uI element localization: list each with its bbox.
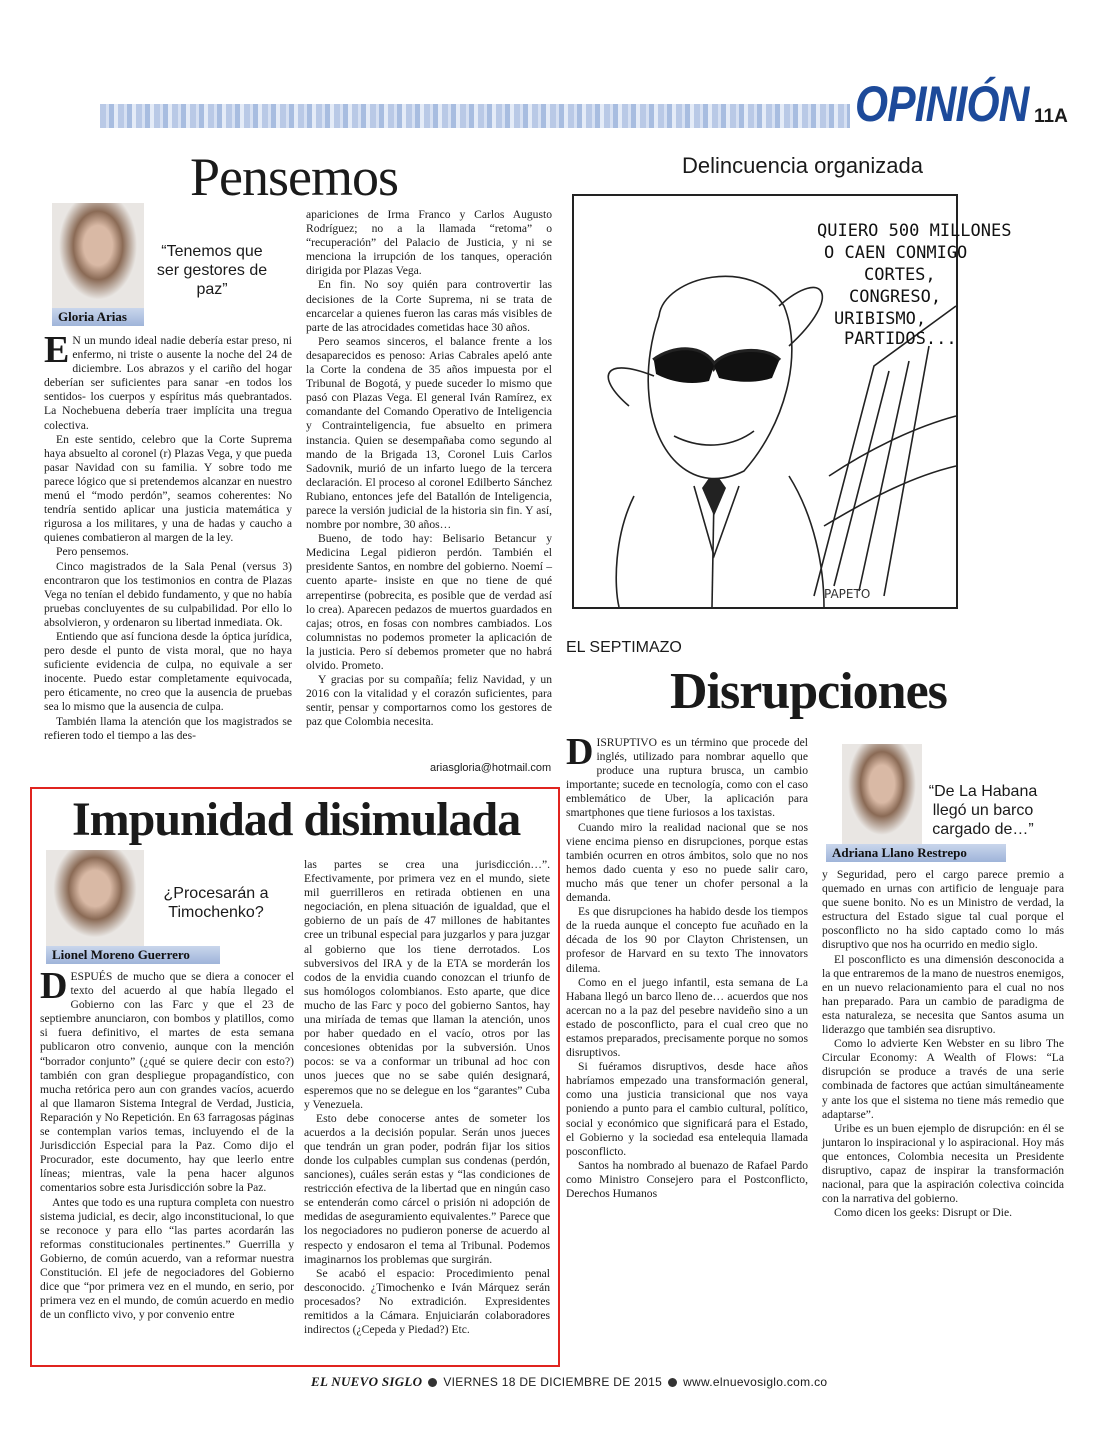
section-title: OPINIÓN <box>855 76 1029 132</box>
disrupciones-column-2: y Seguridad, pero el cargo parece premio a quemado en urnas con artificio de lenguaje para que suene bonito. No es un Ministro de verdad, la estructura del Estado sigue tal cual porque el posconflicto no ha sido captado como lo más disruptivo que nos ha ocurrido en medio siglo. El posconflicto es una dimensión desconocida a la que entraremos de la mano de nuestros enemigos, en un nuevo relacionamiento para el cual no nos han preparado. Para un cambio de paradigma de esta naturaleza, se necesita que Santos asuma un liderazgo que también sea disruptivo. Como lo advierte Ken Webster en su libro The Circular Economy: A Wealth of Flows: “La disrupción se produce a través de una serie combinada de factores que actúan simultáneamente y ante los que el sistema no tiene más remedio que adaptarse”. Uribe es un buen ejemplo de disrupción: en él se juntaron lo inspiracional y lo aspiracional. Hoy más que entonces, Colombia necesita un Presidente disruptivo, capaz de inspirar la transformación nacional, para que la aspiración colectiva coincida con la narrativa del gobierno. Como dicen los geeks: Disrupt or Die. <box>822 868 1064 1220</box>
disrupciones-title: Disrupciones <box>670 663 947 720</box>
editorial-cartoon <box>572 194 1012 609</box>
author-email: ariasgloria@hotmail.com <box>430 762 552 774</box>
speech-line: URIBISMO, <box>834 309 927 329</box>
impunidad-quote: ¿Procesarán a Timochenko? <box>163 885 269 921</box>
disrupciones-byline: Adriana Llano Restrepo <box>826 844 1006 862</box>
cartoon-title: Delincuencia organizada <box>682 153 923 178</box>
pensemos-quote: “Tenemos que ser gestores de paz” <box>156 243 268 298</box>
speech-line: CONGRESO, <box>849 287 942 307</box>
pensemos-title: Pensemos <box>190 147 398 207</box>
impunidad-title: Impunidad disimulada <box>72 793 521 846</box>
column-kicker: EL SEPTIMAZO <box>566 639 682 656</box>
drop-cap: D <box>40 965 68 1007</box>
separator-dot <box>668 1378 677 1387</box>
impunidad-column-1: D ESPUÉS de mucho que se diera a conocer el texto del acuerdo al que había llegado el Gobierno con las Farc y que el 23 de septiembre anunciaron, con bombos y platillos, como si fuera definitivo, el martes de esta semana publicaron otro convenio, aunque con la mención “borrador conjunto” (¿qué se quiere decir con esto?) también con gran despliegue propagandístico, con mucha retórica pero aun con grandes vacíos, acuerdo al que llamaron Sistema Integral de Verdad, Justicia, Reparación y No Repetición. En 63 farragosas páginas se contemplan varios temas, incluyendo el de la Jurisdicción Especial para la Paz. Como dijo el Procurador, este documento, hay que leerlo entre líneas; mientras, vale la pena hacer algunos comentarios sobre esta Jurisdicción sobre la Paz. Antes que todo es una ruptura completa con nuestro sistema judicial, es decir, algo inconstitucional, lo que se reconoce y para ello “las partes acordarán las reformas constitucionales pertinentes.” Guerrilla y Gobierno, de común acuerdo, van a reformar nuestra Constitución. El jefe de negociadores del Gobierno dice que “por primera vez en el mundo, en serio, por primera vez en el mundo, de común acuerdo en medio de un conflicto vivo, y por convenio entre <box>40 965 294 1322</box>
lionel-moreno-photo <box>46 850 144 946</box>
cartoonist-signature: PAPETO <box>824 587 871 601</box>
pensemos-byline: Gloria Arias <box>52 308 144 326</box>
separator-dot <box>428 1378 437 1387</box>
disrupciones-column-1: D ISRUPTIVO es un término que procede del inglés, utilizado para nombrar aquello que produce una ruptura brusca, un cambio importante; sucede en tecnología, como con el caso emblemático de Uber, la aplicación para smartphones que tiene furiosos a los taxistas. Cuando miro la realidad nacional que se nos viene encima pienso en disrupciones, porque estas también ocurren en otros ámbitos, solo que no nos hemos dado cuenta y eso no puede salir caro, mucho más que tener un chofer personal a la demanda. Es que disrupciones ha habido desde los tiempos de la rueda aunque el concepto fue acuñado en la década de los 90 por Clayton Christensen, un profesor de Harvard en su texto The innovators dilema. Como en el juego infantil, esta semana de La Habana llegó un barco lleno de… acuerdos que nos acercan no a la paz del pesebre navideño sino a un estado de posconflicto, para el cual creo que no estamos preparados, precisamente porque no somos disruptivos. Si fuéramos disruptivos, desde hace años habríamos empezado una transformación general, como una justicia transicional que nos vaya poniendo a punto para el cambio cultural, político, social y económico que significará para el Estado, el Gobierno y la sociedad esa entelequia llamada posconflicto. Santos ha nombrado al buenazo de Rafael Pardo como Ministro Consejero para el Postconflicto, Derechos Humanos <box>566 731 808 1200</box>
cartoon-drawing <box>574 196 1012 607</box>
pensemos-column-1: E N un mundo ideal nadie debería estar preso, ni enfermo, ni triste o ausente la noche del 24 de diciembre. Los abrazos y el cariño del hogar deberían ser suficientes para sanar -en todos los sentidos- los cuerpos y espíritus más quebrantados. La Nochebuena debería traer implícita una tregua colectiva. En este sentido, celebro que la Corte Suprema haya absuelto al coronel (r) Plazas Vega, y que pueda pasar Navidad con su familia. Y sobre todo me parece lógico que si pretendemos alcanzar en nuestro menú el “modo perdón”, seamos coherentes: No tendría sentido aplicar una justicia matemática y rigurosa a los militares, y una de hadas y caucho a quienes combatieron al margen de la ley. Pero pensemos. Cinco magistrados de la Sala Penal (versus 3) encontraron que los testimonios en contra de Plazas Vega no tenían el debido fundamento, y que no había pruebas concluyentes de su culpabilidad. Por ello lo absolvieron, y ordenaron su libertad inmediata. Ok. Entiendo que así funciona desde la óptica jurídica, pero desde el punto de vista moral, que no haya suficiente evidencia de culpa, no equivale a ser inocente. Puedo estar completamente equivocada, pero éticamente, no creo que la ausencia de pruebas sea lo mismo que la ausencia de culpa. También llama la atención que los magistrados se refieren todo el tiempo a las des- <box>44 329 292 742</box>
speech-line: CORTES, <box>864 265 936 285</box>
impunidad-column-2: las partes se crea una jurisdicción…”. Efectivamente, por primera vez en el mundo, siete mil guerrilleros en retirada obtienen en una negociación, en plena situación de igualdad, que el gobierno de un país de 47 millones de habitantes cree un tribunal especial para juzgarlos y para juzgar al gobierno que los tiene derrotados. Los subversivos del IRA y de la ETA se morderán los codos de la envidia cuando conozcan el triunfo de sus homólogos colombianos. Esto aparte, que dice mucho de las Farc y poco del gobierno Santos, hay una miríada de temas que llaman la atención, unos por haber quedado en el vacío, otros por las concesiones obtenidas por la subversión. Unos pocos: se va a conformar un tribunal ad hoc con unos jueces que no se sabe quién designará, esperemos que no se delegue en los “garantes” Cuba y Venezuela. Esto debe conocerse antes de someter los acuerdos a la decisión popular. Serán unos jueces que tendrán un gran poder, podrán fijar los sitios donde los culpables cumplan sus condenas (perdón, sanciones), cuáles serán estas y “las condiciones de restricción efectiva de la libertad que en ningún caso se entenderán como cárcel o prisión ni adopción de medidas de aseguramiento equivalentes.” Parece que los negociadores no pudieron ponerse de acuerdo al respecto y endosaron el tema al Tribunal. Podemos imaginarnos los problemas que surgirán. Se acabó el espacio: Procedimiento penal desconocido. ¿Timochenko e Iván Márquez serán procesados? No extradición. Expresidentes remitidos a la Cámara. Enjuiciarán colaboradores indirectos (¿Cepeda y Piedad?) Etc. <box>304 858 550 1337</box>
impunidad-byline: Lionel Moreno Guerrero <box>46 946 220 964</box>
drop-cap: E <box>44 329 70 371</box>
pensemos-column-2: apariciones de Irma Franco y Carlos Augusto Rodríguez; no a la llamada “retoma” o “recuperación” del Palacio de Justicia, y ni se menciona la irrupción de los tanques, operación dirigida por Plazas Vega. En fin. No soy quién para controvertir las decisiones de la Corte Suprema, ni se trata de encarcelar a quienes fueron las caras más visibles de parte de las atrocidades cometidas hace 30 años. Pero seamos sinceros, el balance frente a los desaparecidos es penoso: Arias Cabrales apeló ante la Corte la condena de 35 años impuesta por el Tribunal de Bogotá, y puede suceder lo mismo que pasó con Plazas Vega. El general Iván Ramírez, ex comandante del Comando Operativo de Inteligencia y Contrainteligencia, fue absuelto en primera instancia. Quien se desempañaba como segundo al mando de la Brigada 13, Coronel Luis Carlos Sadovnik, murió de un infarto luego de la tercera declaración. El proceso al coronel Edilberto Sánchez Rubiano, entonces jefe del Batallón de Inteligencia, parece la versión judicial de la historia sin fin. Y así, nombre por nombre, 30 años… Bueno, de todo hay: Belisario Betancur y Medicina Legal pidieron perdón. También el presidente Santos, en nombre del gobierno. Noemí –cuento aparte- insiste en que no tiene de qué arrepentirse (pobrecita, es posible que de verdad así lo crea). Aparecen pedazos de muertos guardados en cajas; otros, en fosas con nombres cambiados. Los columnistas no podemos prometer la aplicación de la justicia. Pero sí debemos prometer que no habrá olvido. Prometo. Y gracias por su compañía; feliz Navidad, y un 2016 con la vitalidad y el corazón suficientes, para sentir, pensar y comportarnos como los gestores de paz que Colombia necesita. <box>306 208 552 729</box>
speech-line: QUIERO 500 MILLONES <box>817 221 1012 241</box>
footer-date: VIERNES 18 DE DICIEMBRE DE 2015 <box>443 1375 663 1389</box>
speech-line: PARTIDOS... <box>844 329 957 349</box>
page-footer <box>311 1374 827 1390</box>
page-number: 11A <box>1034 106 1068 127</box>
tie <box>702 478 726 516</box>
footer-url[interactable]: www.elnuevosiglo.com.co <box>683 1375 828 1389</box>
drop-cap: D <box>566 731 594 773</box>
gloria-arias-photo <box>52 203 144 309</box>
adriana-llano-photo <box>842 744 922 844</box>
disrupciones-quote: “De La Habana llegó un barco cargado de…” <box>928 783 1038 838</box>
footer-brand: EL NUEVO SIGLO <box>311 1374 423 1389</box>
header-band <box>100 104 850 128</box>
speech-line: O CAEN CONMIGO <box>824 243 968 263</box>
